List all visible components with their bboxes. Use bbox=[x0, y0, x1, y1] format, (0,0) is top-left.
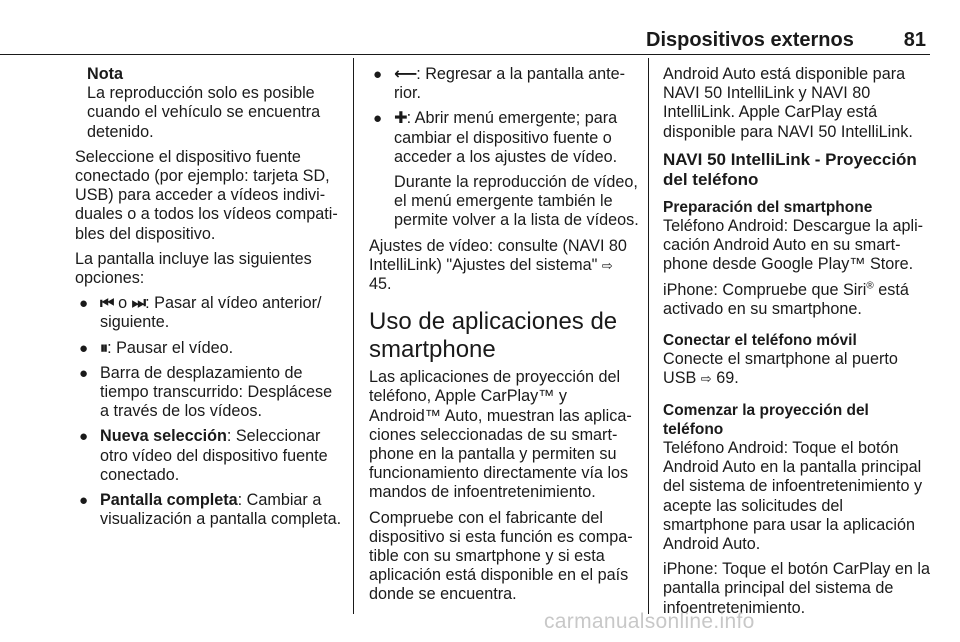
list-text: Barra de desplazamiento de tiempo transcurrido: Desplácese a través de los vídeos. bbox=[100, 363, 333, 421]
page-ref[interactable]: 69. bbox=[716, 369, 739, 388]
paragraph: iPhone: Toque el botón CarPlay en la pantalla principal del sistema de infoentretenimiento. bbox=[663, 560, 930, 617]
bullet-icon: ● bbox=[79, 295, 89, 313]
topic-title: Preparación del smartphone bbox=[663, 198, 873, 216]
note-box bbox=[75, 65, 345, 142]
page-ref-arrow-icon: ⇨ bbox=[601, 257, 613, 273]
bullet-icon: ● bbox=[79, 339, 89, 357]
skip-forward-icon: ⏭ bbox=[131, 294, 146, 313]
bullet-icon: ● bbox=[79, 492, 89, 510]
topic-title: Conectar el teléfono móvil bbox=[663, 332, 857, 350]
page-ref-arrow-icon: ⇨ bbox=[700, 371, 712, 387]
column-1 bbox=[75, 65, 345, 529]
paragraph: Teléfono Android: Descargue la aplicación Android Auto en su smartphone desde Google Play™ Store. bbox=[663, 217, 924, 274]
column-3 bbox=[663, 65, 931, 618]
page-ref[interactable]: 45. bbox=[369, 275, 392, 294]
registered-mark: ® bbox=[866, 280, 874, 292]
subsection-heading: NAVI 50 IntelliLink - Proyección del teléfono bbox=[663, 149, 917, 189]
paragraph-text: Conecte el smartphone al puerto USB bbox=[663, 350, 898, 388]
list-text: : Regresar a la pantalla anterior. bbox=[394, 65, 625, 103]
list-text: : Pausar el vídeo. bbox=[107, 338, 234, 357]
topic-title: Comenzar la proyección del teléfono bbox=[663, 401, 869, 438]
paragraph: Compruebe con el fabricante del dispositivo si esta función es compatible con su smartphone y si esta aplicación está disponible en el país donde se encuentra. bbox=[369, 508, 633, 604]
section-heading: Uso de aplicaciones de smartphone bbox=[369, 308, 618, 364]
list-item bbox=[75, 364, 345, 422]
list-item bbox=[75, 294, 345, 332]
bullet-icon: ● bbox=[79, 428, 89, 446]
paragraph-text: está activado en su smartphone. bbox=[663, 280, 909, 318]
watermark: carmanualsonline.info bbox=[544, 610, 755, 633]
page-title: Dispositivos externos bbox=[646, 29, 854, 51]
list-item bbox=[369, 65, 639, 103]
list-item bbox=[75, 427, 345, 485]
list-item bbox=[75, 491, 345, 529]
bullet-icon: ● bbox=[373, 66, 383, 83]
list-term: Nueva selección bbox=[100, 427, 227, 446]
back-arrow-icon: ⟵ bbox=[394, 65, 417, 83]
paragraph: Seleccione el dispositivo fuente conectado (por ejemplo: tarjeta SD, USB) para acceder a vídeos individuales o a todos los vídeos compatibles del dispositivo. bbox=[75, 147, 338, 243]
options-list bbox=[369, 65, 639, 167]
paragraph: La pantalla incluye las siguientes opciones: bbox=[75, 249, 312, 288]
page-number: 81 bbox=[903, 29, 926, 51]
list-text: : Pasar al vídeo anterior/ siguiente. bbox=[100, 294, 322, 332]
header-rule bbox=[0, 54, 930, 55]
list-text: : Abrir menú emergente; para cambiar el dispositivo fuente o acceder a los ajustes de vídeo. bbox=[394, 109, 618, 166]
paragraph: Teléfono Android: Toque el botón Android Auto en la pantalla principal del sistema de infoentretenimiento y acepte las solicitudes del smartphone para usar la aplicación Android Auto. bbox=[663, 439, 923, 554]
plus-icon: ✚ bbox=[394, 109, 407, 128]
bullet-icon: ● bbox=[373, 110, 383, 128]
pause-icon: ⏸ bbox=[100, 338, 108, 357]
options-list bbox=[75, 294, 345, 529]
paragraph bbox=[369, 237, 639, 295]
indented-paragraph: Durante la reproducción de vídeo, el menú emergente también le permite volver a la lista de vídeos. bbox=[394, 173, 639, 230]
column-divider bbox=[648, 58, 649, 614]
page-header bbox=[0, 28, 960, 54]
column-divider bbox=[353, 58, 354, 614]
list-item bbox=[75, 339, 345, 358]
column-2 bbox=[369, 65, 639, 605]
paragraph bbox=[663, 281, 931, 319]
paragraph-text: iPhone: Compruebe que Siri bbox=[663, 280, 867, 299]
skip-back-icon: ⏮ bbox=[100, 294, 114, 313]
list-item bbox=[369, 109, 639, 167]
note-text: La reproducción solo es posible cuando el vehículo se encuentra detenido. bbox=[87, 84, 321, 141]
bullet-icon: ● bbox=[79, 364, 89, 382]
paragraph: Android Auto está disponible para NAVI 50 IntelliLink y NAVI 80 IntelliLink. Apple CarPlay está disponible para NAVI 50 IntelliLink. bbox=[663, 65, 913, 141]
paragraph bbox=[663, 350, 931, 388]
list-term: Pantalla completa bbox=[100, 491, 238, 510]
list-text: : Cambiar a visualización a pantalla completa. bbox=[100, 491, 342, 529]
note-title: Nota bbox=[87, 65, 123, 83]
list-text: : Seleccionar otro vídeo del dispositivo fuente conectado. bbox=[100, 427, 328, 484]
list-text: o bbox=[113, 294, 132, 313]
settings-text: Ajustes de vídeo: consulte (NAVI 80 IntelliLink) "Ajustes del sistema" bbox=[369, 236, 627, 274]
paragraph: Las aplicaciones de proyección del teléfono, Apple CarPlay™ y Android™ Auto, muestran las aplicaciones seleccionadas de su smartphone en la pantalla y permiten su funcionamiento directamente vía los mandos de infoentretenimiento. bbox=[369, 368, 632, 502]
